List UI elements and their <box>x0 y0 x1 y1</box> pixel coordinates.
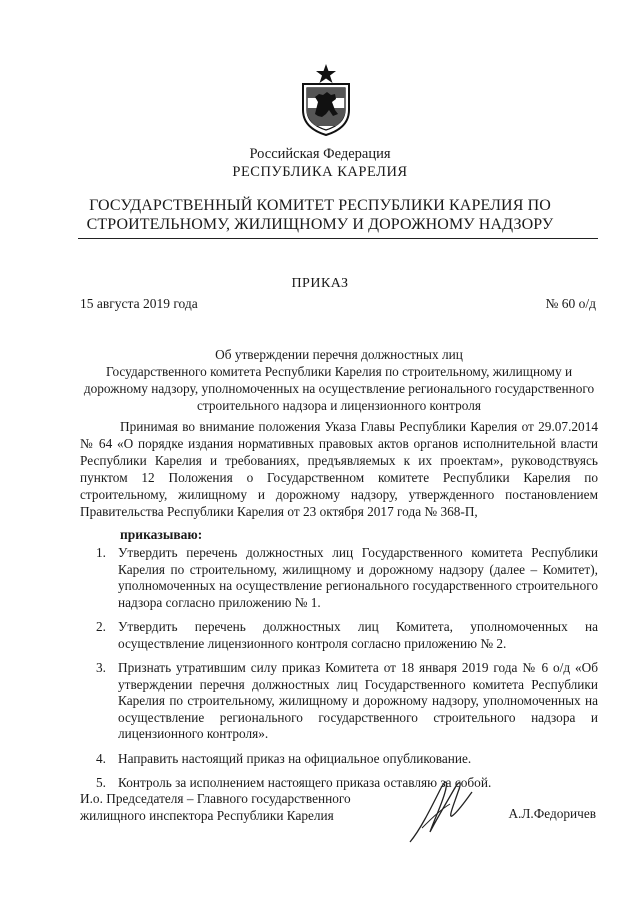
signatory-position-line-1: И.о. Председателя – Главного государственного <box>80 791 351 806</box>
republic-name: РЕСПУБЛИКА КАРЕЛИЯ <box>232 164 408 180</box>
signatory-name: А.Л.Федоричев <box>508 806 596 821</box>
handwritten-signature-icon <box>400 770 490 850</box>
country-name: Российская Федерация <box>249 146 391 162</box>
karelia-coat-of-arms-icon <box>300 64 352 136</box>
subject-line-4: строительного надзора и лицензионного контроля <box>197 398 481 413</box>
item-text: Признать утратившим силу приказ Комитета от 18 января 2019 года № 6 о/д «Об утверждении перечня должностных лиц Государственного комитета Республики Карелия по строительному, жилищному и дорожному надзору, уполномоченных на осуществление регионального государственного строительного надзора и лицензионного контроля». <box>118 660 598 741</box>
order-items-list <box>80 545 598 800</box>
item-number: 1. <box>96 545 106 560</box>
item-text: Утвердить перечень должностных лиц Государственного комитета Республики Карелия по строительному, жилищному и дорожному надзору (далее – Комитет), уполномоченных на осуществление регионального государственного строительного надзора согласно приложению № 1. <box>118 545 598 610</box>
list-item <box>80 545 598 611</box>
order-date: 15 августа 2019 года <box>80 296 198 311</box>
item-number: 5. <box>96 775 106 790</box>
item-text: Утвердить перечень должностных лиц Комитета, уполномоченных на осуществление лицензионного контроля согласно приложению № 2. <box>118 619 598 651</box>
subject-line-1: Об утверждении перечня должностных лиц <box>215 347 463 362</box>
decree-word: приказываю: <box>120 527 203 542</box>
order-number: № 60 о/д <box>545 296 596 311</box>
order-subject <box>80 346 598 414</box>
item-number: 2. <box>96 619 106 634</box>
list-item <box>80 660 598 743</box>
organization-name-line-2: СТРОИТЕЛЬНОМУ, ЖИЛИЩНОМУ И ДОРОЖНОМУ НАДЗОРУ <box>86 216 554 233</box>
item-text: Контроль за исполнением настоящего приказа оставляю за собой. <box>118 775 492 790</box>
item-number: 4. <box>96 750 106 766</box>
subject-line-3: дорожному надзору, уполномоченных на осуществление регионального государственного <box>83 381 595 396</box>
organization-name <box>0 196 640 234</box>
order-title: ПРИКАЗ <box>291 276 349 291</box>
subject-line-2: Государственного комитета Республики Карелия по строительному, жилищному и <box>105 364 573 379</box>
preamble-paragraph: Принимая во внимание положения Указа Главы Республики Карелия от 29.07.2014 № 64 «О порядке издания нормативных правовых актов органов исполнительной власти Республики Карелия и требованиях, предъявляемых к их проектам», руководствуясь пунктом 12 Положения о Государственном комитете Республики Карелия по строительному, жилищному и дорожному надзору, утвержденного постановлением Правительства Республики Карелия от 23 октября 2017 года № 368-П, <box>80 419 598 519</box>
header-divider <box>78 238 598 239</box>
signatory-position <box>80 790 351 824</box>
signatory-position-line-2: жилищного инспектора Республики Карелия <box>80 808 334 823</box>
item-number: 3. <box>96 660 106 675</box>
list-item <box>80 751 598 768</box>
list-item <box>80 619 598 652</box>
item-text: Направить настоящий приказ на официальное опубликование. <box>118 750 472 766</box>
organization-name-line-1: ГОСУДАРСТВЕННЫЙ КОМИТЕТ РЕСПУБЛИКИ КАРЕЛИЯ ПО <box>89 197 551 214</box>
